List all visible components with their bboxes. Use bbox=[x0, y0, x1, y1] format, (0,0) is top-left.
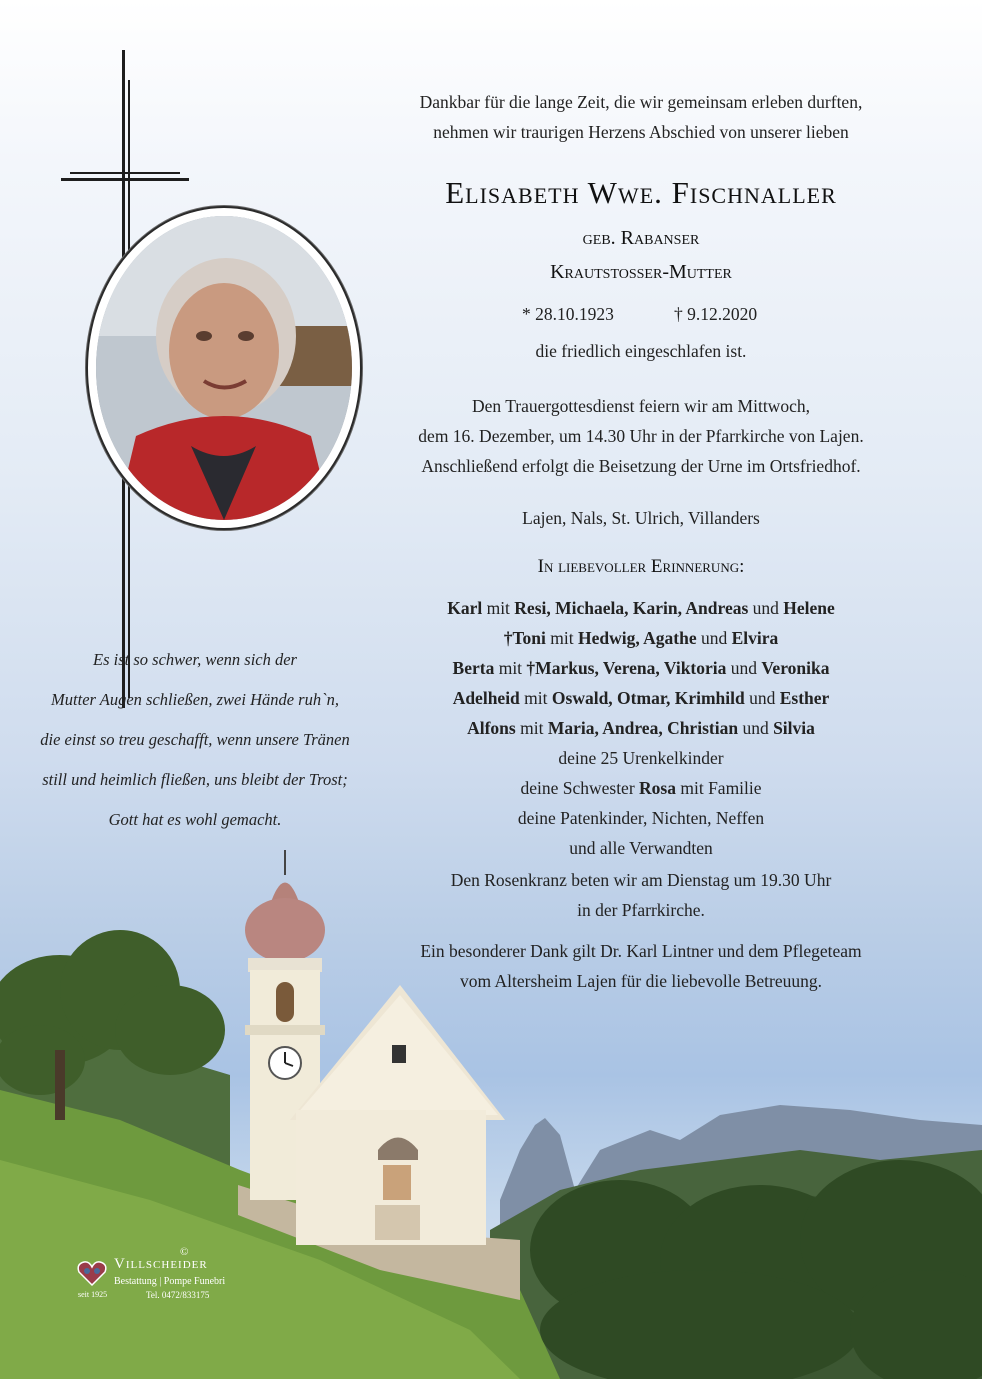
poem-line: Mutter Augen schließen, zwei Hände ruh`n, bbox=[51, 690, 339, 709]
intro-line-2: nehmen wir traurigen Herzens Abschied von unserer lieben bbox=[433, 122, 849, 142]
family-joiner: und bbox=[738, 718, 774, 738]
thanks-line-2: vom Altersheim Lajen für die liebevolle Betreuung. bbox=[459, 971, 823, 991]
deceased-name: Elisabeth Wwe. Fischnaller bbox=[445, 175, 837, 210]
family-members: Oswald, Otmar, Krimhild bbox=[551, 688, 745, 708]
family-joiner: mit bbox=[515, 718, 548, 738]
family-child: Karl bbox=[447, 598, 483, 618]
poem-line: die einst so treu geschafft, wenn unsere Tränen bbox=[40, 730, 350, 749]
family-child: †Toni bbox=[503, 628, 546, 648]
cross-horizontal bbox=[61, 178, 189, 181]
family-last: Helene bbox=[783, 598, 835, 618]
relatives-line: und alle Verwandten bbox=[569, 838, 713, 858]
family-joiner: mit bbox=[519, 688, 552, 708]
sister-line bbox=[372, 773, 910, 803]
poem-line: still und heimlich fließen, uns bleibt der Trost; bbox=[42, 770, 348, 789]
family-child: Alfons bbox=[467, 718, 516, 738]
church bbox=[290, 985, 505, 1245]
family-child: Adelheid bbox=[452, 688, 520, 708]
family-members: Maria, Andrea, Christian bbox=[547, 718, 739, 738]
family-row-2 bbox=[372, 623, 910, 653]
house-name: Krautstoßer-Mutter bbox=[550, 261, 732, 283]
thanks-line-1: Ein besonderer Dank gilt Dr. Karl Lintner und dem Pflegeteam bbox=[420, 941, 862, 961]
heart-emblem-icon bbox=[76, 1260, 108, 1286]
family-last: Veronika bbox=[761, 658, 830, 678]
family-members: †Markus, Verena, Viktoria bbox=[526, 658, 727, 678]
cross-horizontal-2 bbox=[70, 172, 180, 174]
great-grandchildren: deine 25 Urenkelkinder bbox=[558, 748, 724, 768]
service-line-2: dem 16. Dezember, um 14.30 Uhr in der Pfarrkirche von Lajen. bbox=[418, 426, 864, 446]
memory-heading: In liebevoller Erinnerung: bbox=[537, 556, 745, 577]
sister-post: mit Familie bbox=[675, 778, 762, 798]
family-last: Esther bbox=[779, 688, 830, 708]
poem-line: Es ist so schwer, wenn sich der bbox=[93, 650, 297, 669]
birth-date: * 28.10.1923 bbox=[522, 304, 614, 324]
family-joiner: mit bbox=[545, 628, 578, 648]
family-joiner: und bbox=[744, 688, 780, 708]
copyright-mark: © bbox=[180, 1246, 189, 1258]
rosary-line-1: Den Rosenkranz beten wir am Dienstag um 19.30 Uhr bbox=[450, 870, 832, 890]
family-joiner: und bbox=[748, 598, 784, 618]
family-joiner: mit bbox=[482, 598, 515, 618]
death-date: † 9.12.2020 bbox=[674, 304, 758, 324]
godchildren-line: deine Patenkinder, Nichten, Neffen bbox=[517, 808, 765, 828]
family-joiner: mit bbox=[494, 658, 527, 678]
service-line-3: Anschließend erfolgt die Beisetzung der Urne im Ortsfriedhof. bbox=[421, 456, 861, 476]
family-row-4 bbox=[372, 683, 910, 713]
intro-line-1: Dankbar für die lange Zeit, die wir gemeinsam erleben durften, bbox=[419, 92, 863, 112]
brand-phone: Tel. 0472/833175 bbox=[146, 1290, 210, 1300]
family-child: Berta bbox=[452, 658, 495, 678]
family-last: Silvia bbox=[773, 718, 815, 738]
rosary-line-2: in der Pfarrkirche. bbox=[577, 900, 705, 920]
family-joiner: und bbox=[726, 658, 762, 678]
funeral-home-logo bbox=[72, 1246, 272, 1306]
family-row-5 bbox=[372, 713, 910, 743]
portrait-illustration bbox=[96, 216, 352, 520]
brand-name: Villscheider bbox=[114, 1256, 208, 1272]
family-row-1 bbox=[372, 593, 910, 623]
poem bbox=[30, 640, 360, 840]
places: Lajen, Nals, St. Ulrich, Villanders bbox=[522, 508, 760, 528]
tree-right bbox=[530, 1160, 982, 1379]
poem-line: Gott hat es wohl gemacht. bbox=[108, 810, 282, 829]
portrait-photo bbox=[96, 216, 352, 520]
family-members: Hedwig, Agathe bbox=[577, 628, 697, 648]
brand-subtitle: Bestattung | Pompe Funebri bbox=[114, 1276, 226, 1287]
family-row-3 bbox=[372, 653, 910, 683]
brand-since: seit 1925 bbox=[78, 1290, 108, 1299]
family-joiner: und bbox=[696, 628, 732, 648]
service-line-1: Den Trauergottesdienst feiern wir am Mittwoch, bbox=[472, 396, 810, 416]
sister-name: Rosa bbox=[639, 778, 676, 798]
family-members: Resi, Michaela, Karin, Andreas bbox=[514, 598, 749, 618]
birth-name: geb. Rabanser bbox=[582, 227, 700, 249]
sister-pre: deine Schwester bbox=[520, 778, 640, 798]
portrait-frame bbox=[86, 206, 362, 530]
family-last: Elvira bbox=[731, 628, 779, 648]
passing-text: die friedlich eingeschlafen ist. bbox=[535, 341, 747, 361]
